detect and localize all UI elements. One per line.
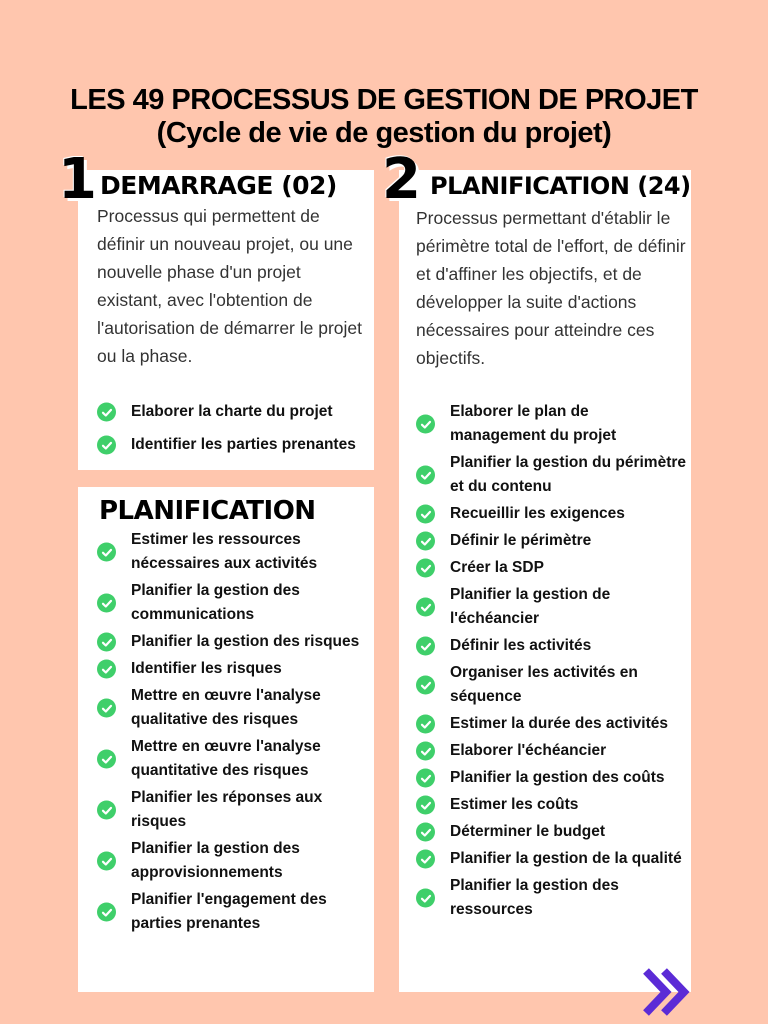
check-circle-icon [416, 415, 435, 434]
list-item-label: Planifier la gestion de la qualité [450, 850, 682, 867]
title-line-2: (Cycle de vie de gestion du projet) [156, 117, 612, 149]
check-circle-icon [97, 436, 116, 455]
check-circle-icon [416, 850, 435, 869]
list-item-label: Mettre en œuvre l'analyse qualitative des risques [131, 687, 321, 728]
step-number-1: 1 [58, 147, 97, 212]
list-item-label: Elaborer le plan de management du projet [450, 403, 617, 444]
list-item-label: Planifier la gestion des communications [131, 582, 300, 623]
check-circle-icon [416, 823, 435, 842]
planification-24-description: Processus permettant d'établir le périmètre total de l'effort, de définir et d'affiner les objectifs, et de développer la suite d'actions nécessaires pour atteindre ces objectifs. [416, 208, 686, 368]
list-item [97, 786, 372, 834]
list-item [416, 661, 688, 709]
list-item [97, 400, 372, 424]
list-item-label: Planifier la gestion des risques [131, 633, 360, 650]
check-circle-icon [416, 889, 435, 908]
list-item-label: Définir les activités [450, 637, 592, 654]
list-item-label: Planifier la gestion des ressources [450, 877, 619, 918]
list-item-label: Planifier les réponses aux risques [131, 789, 323, 830]
planification-cont-list [97, 528, 372, 939]
check-circle-icon [97, 633, 116, 652]
list-item-label: Planifier la gestion de l'échéancier [450, 586, 611, 627]
check-circle-icon [97, 699, 116, 718]
list-item-label: Déterminer le budget [450, 823, 606, 840]
check-circle-icon [97, 543, 116, 562]
check-circle-icon [97, 403, 116, 422]
list-item [416, 583, 688, 631]
list-item [97, 684, 372, 732]
list-item [416, 766, 688, 790]
list-item [416, 793, 688, 817]
list-item [416, 502, 688, 526]
check-circle-icon [97, 660, 116, 679]
list-item [416, 556, 688, 580]
double-chevron-right-icon[interactable] [640, 965, 694, 1019]
list-item [416, 739, 688, 763]
check-circle-icon [97, 801, 116, 820]
list-item [416, 712, 688, 736]
list-item [416, 820, 688, 844]
list-item-label: Identifier les risques [131, 660, 282, 677]
check-circle-icon [416, 559, 435, 578]
list-item [416, 451, 688, 499]
demarrage-list [97, 400, 372, 466]
check-circle-icon [97, 594, 116, 613]
planification-24-list [416, 400, 688, 925]
list-item [416, 847, 688, 871]
check-circle-icon [416, 637, 435, 656]
check-circle-icon [416, 769, 435, 788]
list-item [416, 874, 688, 922]
list-item-label: Définir le périmètre [450, 532, 592, 549]
page-title [0, 84, 768, 150]
list-item-label: Estimer les coûts [450, 796, 579, 813]
list-item [416, 529, 688, 553]
list-item [97, 888, 372, 936]
check-circle-icon [416, 796, 435, 815]
check-circle-icon [97, 903, 116, 922]
check-circle-icon [416, 676, 435, 695]
demarrage-description: Processus qui permettent de définir un nouveau projet, ou une nouvelle phase d'un projet existant, avec l'obtention de l'autorisation de démarrer le projet ou la phase. [97, 206, 363, 366]
planification-cont-heading: PLANIFICATION [99, 496, 316, 526]
list-item [97, 657, 372, 681]
planification-24-heading: PLANIFICATION (24) [430, 172, 691, 200]
list-item-label: Planifier la gestion des approvisionnements [131, 840, 300, 881]
check-circle-icon [416, 598, 435, 617]
list-item-label: Planifier la gestion des coûts [450, 769, 665, 786]
list-item-label: Estimer les ressources nécessaires aux activités [131, 531, 318, 572]
list-item [97, 630, 372, 654]
list-item [97, 433, 372, 457]
list-item-label: Identifier les parties prenantes [131, 436, 356, 453]
check-circle-icon [97, 750, 116, 769]
check-circle-icon [416, 466, 435, 485]
list-item-label: Planifier la gestion du périmètre et du contenu [450, 454, 687, 495]
list-item [97, 735, 372, 783]
list-item-label: Recueillir les exigences [450, 505, 625, 522]
list-item-label: Mettre en œuvre l'analyse quantitative des risques [131, 738, 321, 779]
list-item-label: Planifier l'engagement des parties prenantes [131, 891, 327, 932]
list-item-label: Organiser les activités en séquence [450, 664, 638, 705]
check-circle-icon [97, 852, 116, 871]
check-circle-icon [416, 532, 435, 551]
list-item-label: Estimer la durée des activités [450, 715, 668, 732]
check-circle-icon [416, 715, 435, 734]
demarrage-heading: DEMARRAGE (02) [100, 171, 337, 200]
check-circle-icon [416, 505, 435, 524]
list-item-label: Elaborer l'échéancier [450, 742, 607, 759]
list-item-label: Créer la SDP [450, 559, 544, 576]
list-item-label: Elaborer la charte du projet [131, 403, 333, 420]
list-item [416, 634, 688, 658]
step-number-2: 2 [382, 147, 421, 212]
list-item [97, 528, 372, 576]
list-item [97, 837, 372, 885]
check-circle-icon [416, 742, 435, 761]
title-line-1: LES 49 PROCESSUS DE GESTION DE PROJET [70, 84, 698, 116]
list-item [416, 400, 688, 448]
list-item [97, 579, 372, 627]
